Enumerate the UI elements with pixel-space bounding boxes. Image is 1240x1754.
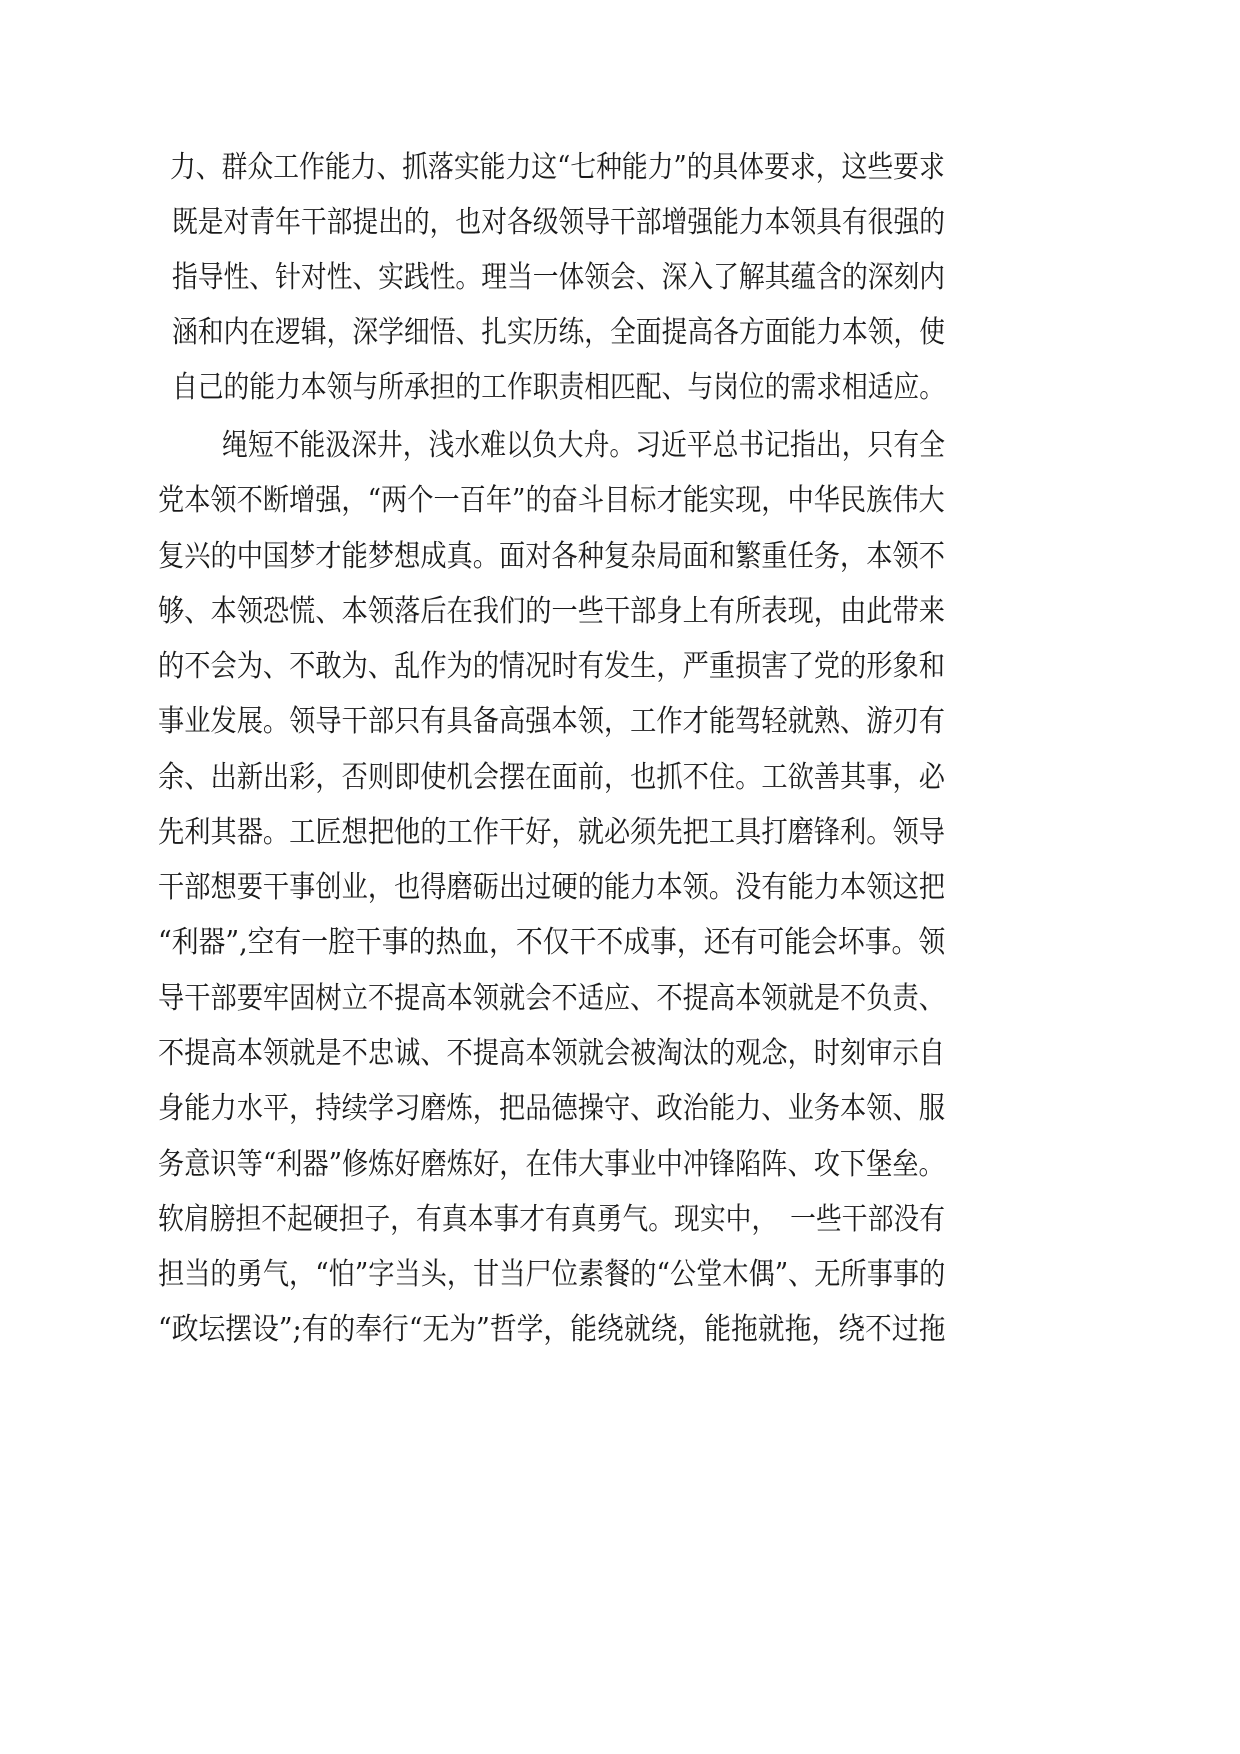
text-line-4: 涵和内在逻辑，深学细悟、扎实历练，全面提高各方面能力本领，使	[172, 315, 946, 350]
text-line-1: 力、群众工作能力、抓落实能力这“七种能力”的具体要求，这些要求	[170, 150, 945, 185]
text-line-20: 软肩膀担不起硬担子，有真本事才有真勇气。现实中， 一些干部没有	[158, 1202, 945, 1237]
text-line-6: 绳短不能汲深井，浅水难以负大舟。习近平总书记指出，只有全	[222, 428, 945, 463]
text-line-16: 导干部要牢固树立不提高本领就会不适应、不提高本领就是不负责、	[158, 981, 945, 1016]
text-line-9: 够、本领恐慌、本领落后在我们的一些干部身上有所表现，由此带来	[158, 594, 945, 629]
text-line-11: 事业发展。领导干部只有具备高强本领，工作才能驾轻就熟、游刃有	[158, 704, 945, 739]
text-line-8: 复兴的中国梦才能梦想成真。面对各种复杂局面和繁重任务，本领不	[158, 539, 945, 574]
text-line-21: 担当的勇气，“怕”字当头，甘当尸位素餐的“公堂木偶”、无所事事的	[158, 1257, 946, 1292]
text-line-19: 务意识等“利器”修炼好磨炼好，在伟大事业中冲锋陷阵、攻下堡垒。	[158, 1147, 945, 1182]
text-line-18: 身能力水平，持续学习磨炼，把品德操守、政治能力、业务本领、服	[158, 1091, 945, 1126]
text-line-2: 既是对青年干部提出的，也对各级领导干部增强能力本领具有很强的	[172, 205, 946, 240]
text-line-15: “利器”,空有一腔干事的热血，不仅干不成事，还有可能会坏事。领	[158, 925, 946, 960]
text-line-17: 不提高本领就是不忠诚、不提高本领就会被淘汰的观念，时刻审示自	[158, 1036, 945, 1071]
text-line-22: “政坛摆设”;有的奉行“无为”哲学，能绕就绕，能拖就拖，绕不过拖	[158, 1312, 946, 1347]
text-line-7: 党本领不断增强，“两个一百年”的奋斗目标才能实现，中华民族伟大	[158, 483, 945, 518]
text-line-14: 干部想要干事创业，也得磨砺出过硬的能力本领。没有能力本领这把	[158, 870, 945, 905]
text-line-3: 指导性、针对性、实践性。理当一体领会、深入了解其蕴含的深刻内	[172, 260, 946, 295]
text-line-12: 余、出新出彩，否则即使机会摆在面前，也抓不住。工欲善其事，必	[158, 760, 945, 795]
text-line-5: 自己的能力本领与所承担的工作职责相匹配、与岗位的需求相适应。	[172, 370, 946, 405]
text-line-10: 的不会为、不敢为、乱作为的情况时有发生，严重损害了党的形象和	[158, 649, 945, 684]
text-line-13: 先利其器。工匠想把他的工作干好，就必须先把工具打磨锋利。领导	[158, 815, 945, 850]
